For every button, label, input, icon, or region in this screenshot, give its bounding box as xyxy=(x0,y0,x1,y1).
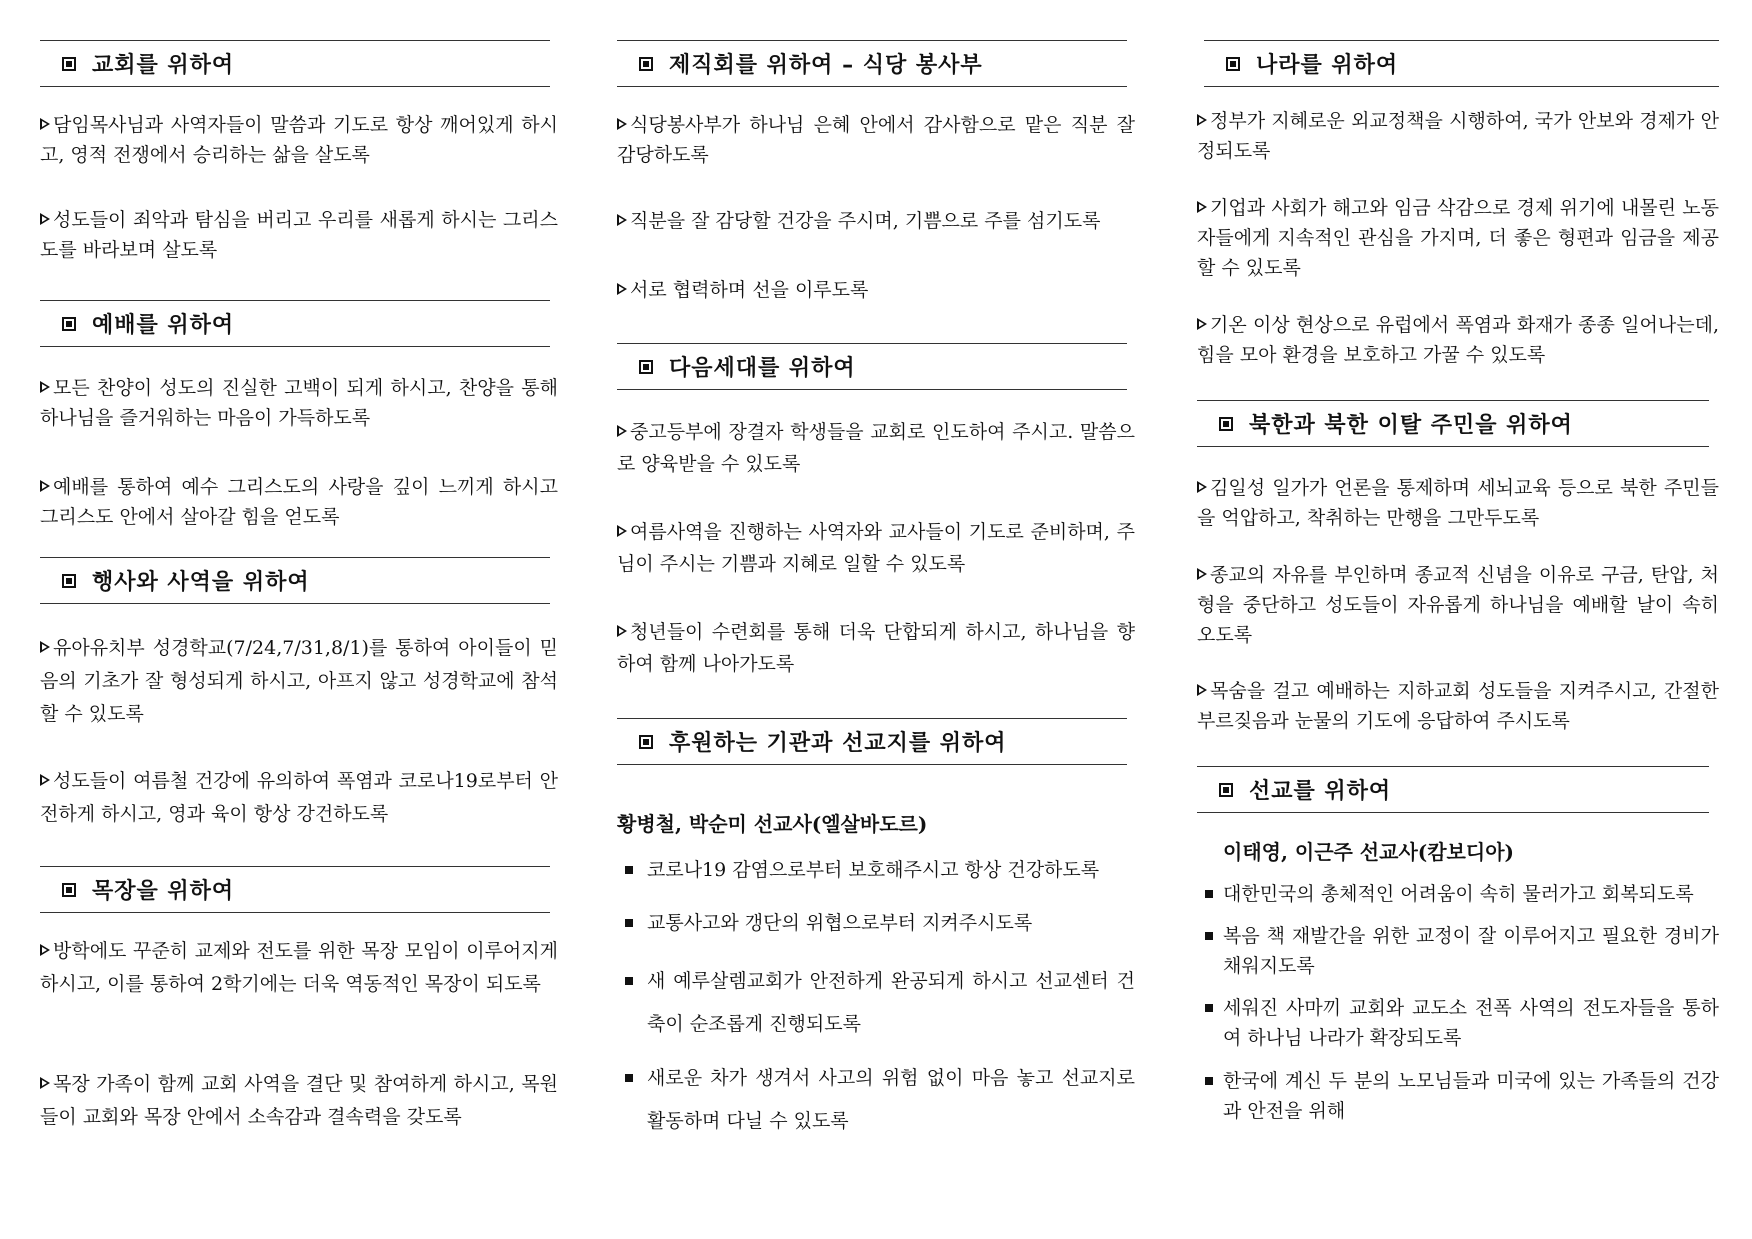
prayer-item: 성도들이 여름철 건강에 유의하여 폭염과 코로나19로부터 안전하게 하시고, 영과 육이 항상 강건하도록 xyxy=(40,770,558,825)
square-bullet-icon xyxy=(62,317,76,331)
triangle-bullet-icon xyxy=(1197,481,1207,493)
prayer-item: 담임목사님과 사역자들이 말씀과 기도로 항상 깨어있게 하시고, 영적 전쟁에서 승리하는 삶을 살도록 xyxy=(40,114,558,166)
square-bullet-icon xyxy=(1219,783,1233,797)
bullet-item: 코로나19 감염으로부터 보호해주시고 항상 건강하도록 xyxy=(617,855,1135,885)
square-bullet-icon xyxy=(625,1074,633,1082)
section-north-korea xyxy=(1197,400,1709,447)
square-bullet-icon xyxy=(625,977,633,985)
prayer-item: 기업과 사회가 해고와 임금 삭감으로 경제 위기에 내몰린 노동자들에게 지속적인 관심을 가지며, 더 좋은 형편과 임금을 제공할 수 있도록 xyxy=(1197,197,1719,279)
section-events xyxy=(40,557,550,604)
section-church xyxy=(40,40,550,87)
section-cell-group xyxy=(40,866,550,913)
prayer-item: 기온 이상 현상으로 유럽에서 폭염과 화재가 종종 일어나는데, 힘을 모아 환경을 보호하고 가꿀 수 있도록 xyxy=(1197,314,1719,366)
section-missions xyxy=(1197,766,1709,813)
triangle-bullet-icon xyxy=(40,1077,50,1089)
square-bullet-icon xyxy=(1205,1004,1213,1012)
section-deacons xyxy=(617,40,1127,87)
triangle-bullet-icon xyxy=(40,774,50,786)
section-header xyxy=(40,40,550,87)
section-header xyxy=(617,343,1127,390)
square-bullet-icon xyxy=(1205,890,1213,898)
prayer-item: 예배를 통하여 예수 그리스도의 사랑을 깊이 느끼게 하시고 그리스도 안에서 살아갈 힘을 얻도록 xyxy=(40,476,558,528)
prayer-item: 종교의 자유를 부인하며 종교적 신념을 이유로 구금, 탄압, 처형을 중단하고 성도들이 자유롭게 하나님을 예배할 날이 속히 오도록 xyxy=(1197,564,1719,646)
square-bullet-icon xyxy=(1219,417,1233,431)
bullet-item: 대한민국의 총체적인 어려움이 속히 물러가고 회복되도록 xyxy=(1197,879,1719,909)
section-title: 후원하는 기관과 선교지를 위하여 xyxy=(669,731,1007,756)
section-title: 북한과 북한 이탈 주민을 위하여 xyxy=(1249,413,1573,438)
section-title: 예배를 위하여 xyxy=(92,313,235,338)
prayer-item: 목숨을 걸고 예배하는 지하교회 성도들을 지켜주시고, 간절한 부르짖음과 눈물의 기도에 응답하여 주시도록 xyxy=(1197,680,1719,732)
triangle-bullet-icon xyxy=(617,214,627,226)
prayer-item: 김일성 일가가 언론을 통제하며 세뇌교육 등으로 북한 주민들을 억압하고, 착취하는 만행을 그만두도록 xyxy=(1197,477,1719,529)
section-header xyxy=(1197,766,1709,813)
triangle-bullet-icon xyxy=(1197,684,1207,696)
prayer-item: 유아유치부 성경학교(7/24,7/31,8/1)를 통하여 아이들이 믿음의 기초가 잘 형성되게 하시고, 아프지 않고 성경학교에 참석할 수 있도록 xyxy=(40,637,558,725)
prayer-item: 목장 가족이 함께 교회 사역을 결단 및 참여하게 하시고, 목원들이 교회와 목장 안에서 소속감과 결속력을 갖도록 xyxy=(40,1073,558,1128)
triangle-bullet-icon xyxy=(617,283,627,295)
section-supported-missions xyxy=(617,718,1127,765)
prayer-item: 정부가 지혜로운 외교정책을 시행하여, 국가 안보와 경제가 안정되도록 xyxy=(1197,110,1719,162)
missionary-name: 황병철, 박순미 선교사(엘살바도르) xyxy=(617,812,928,836)
triangle-bullet-icon xyxy=(40,118,50,130)
square-bullet-icon xyxy=(62,574,76,588)
section-title: 다음세대를 위하여 xyxy=(669,356,856,381)
triangle-bullet-icon xyxy=(617,525,627,537)
bullet-item: 새 예루살렘교회가 안전하게 완공되게 하시고 선교센터 건축이 순조롭게 진행되도록 xyxy=(617,960,1135,1046)
square-bullet-icon xyxy=(62,883,76,897)
section-title: 행사와 사역을 위하여 xyxy=(92,570,310,595)
prayer-item: 중고등부에 장결자 학생들을 교회로 인도하여 주시고. 말씀으로 양육받을 수 있도록 xyxy=(617,421,1135,475)
triangle-bullet-icon xyxy=(40,381,50,393)
triangle-bullet-icon xyxy=(40,641,50,653)
section-header xyxy=(40,557,550,604)
triangle-bullet-icon xyxy=(617,425,627,437)
section-worship xyxy=(40,300,550,347)
section-title: 제직회를 위하여 – 식당 봉사부 xyxy=(669,53,983,78)
square-bullet-icon xyxy=(639,57,653,71)
triangle-bullet-icon xyxy=(1197,201,1207,213)
triangle-bullet-icon xyxy=(40,944,50,956)
triangle-bullet-icon xyxy=(617,625,627,637)
prayer-item: 서로 협력하며 선을 이루도록 xyxy=(617,275,1135,305)
section-header xyxy=(1204,40,1719,87)
section-title: 교회를 위하여 xyxy=(92,53,235,78)
triangle-bullet-icon xyxy=(40,480,50,492)
triangle-bullet-icon xyxy=(40,213,50,225)
bullet-item: 새로운 차가 생겨서 사고의 위험 없이 마음 놓고 선교지로 활동하며 다닐 수 있도록 xyxy=(617,1057,1135,1143)
triangle-bullet-icon xyxy=(1197,114,1207,126)
square-bullet-icon xyxy=(639,735,653,749)
square-bullet-icon xyxy=(1205,932,1213,940)
section-title: 목장을 위하여 xyxy=(92,879,235,904)
prayer-item: 청년들이 수련회를 통해 더욱 단합되게 하시고, 하나님을 향하여 함께 나아가도록 xyxy=(617,621,1135,675)
section-next-generation xyxy=(617,343,1127,390)
prayer-item: 모든 찬양이 성도의 진실한 고백이 되게 하시고, 찬양을 통해 하나님을 즐거워하는 마음이 가득하도록 xyxy=(40,377,558,429)
section-header xyxy=(617,40,1127,87)
section-title: 선교를 위하여 xyxy=(1249,779,1392,804)
bullet-item: 복음 책 재발간을 위한 교정이 잘 이루어지고 필요한 경비가 채워지도록 xyxy=(1197,921,1719,981)
triangle-bullet-icon xyxy=(617,118,627,130)
prayer-item: 여름사역을 진행하는 사역자와 교사들이 기도로 준비하며, 주님이 주시는 기쁨과 지혜로 일할 수 있도록 xyxy=(617,521,1135,575)
prayer-item: 방학에도 꾸준히 교제와 전도를 위한 목장 모임이 이루어지게 하시고, 이를 통하여 2학기에는 더욱 역동적인 목장이 되도록 xyxy=(40,940,558,995)
square-bullet-icon xyxy=(639,360,653,374)
triangle-bullet-icon xyxy=(1197,568,1207,580)
prayer-item: 성도들이 죄악과 탐심을 버리고 우리를 새롭게 하시는 그리스도를 바라보며 살도록 xyxy=(40,209,558,261)
prayer-item: 식당봉사부가 하나님 은혜 안에서 감사함으로 맡은 직분 잘 감당하도록 xyxy=(617,114,1135,166)
missionary-name: 이태영, 이근주 선교사(캄보디아) xyxy=(1223,840,1514,864)
section-header xyxy=(617,718,1127,765)
bullet-item: 교통사고와 갱단의 위협으로부터 지켜주시도록 xyxy=(617,908,1135,938)
section-title: 나라를 위하여 xyxy=(1256,53,1399,78)
section-nation xyxy=(1204,40,1719,87)
square-bullet-icon xyxy=(625,919,633,927)
section-header xyxy=(1197,400,1709,447)
square-bullet-icon xyxy=(1226,57,1240,71)
prayer-item: 직분을 잘 감당할 건강을 주시며, 기쁨으로 주를 섬기도록 xyxy=(617,206,1135,236)
section-header xyxy=(40,866,550,913)
square-bullet-icon xyxy=(1205,1077,1213,1085)
square-bullet-icon xyxy=(625,866,633,874)
bullet-item: 한국에 계신 두 분의 노모님들과 미국에 있는 가족들의 건강과 안전을 위해 xyxy=(1197,1066,1719,1126)
section-header xyxy=(40,300,550,347)
bullet-item: 세워진 사마끼 교회와 교도소 전폭 사역의 전도자들을 통하여 하나님 나라가 확장되도록 xyxy=(1197,993,1719,1053)
square-bullet-icon xyxy=(62,57,76,71)
triangle-bullet-icon xyxy=(1197,318,1207,330)
